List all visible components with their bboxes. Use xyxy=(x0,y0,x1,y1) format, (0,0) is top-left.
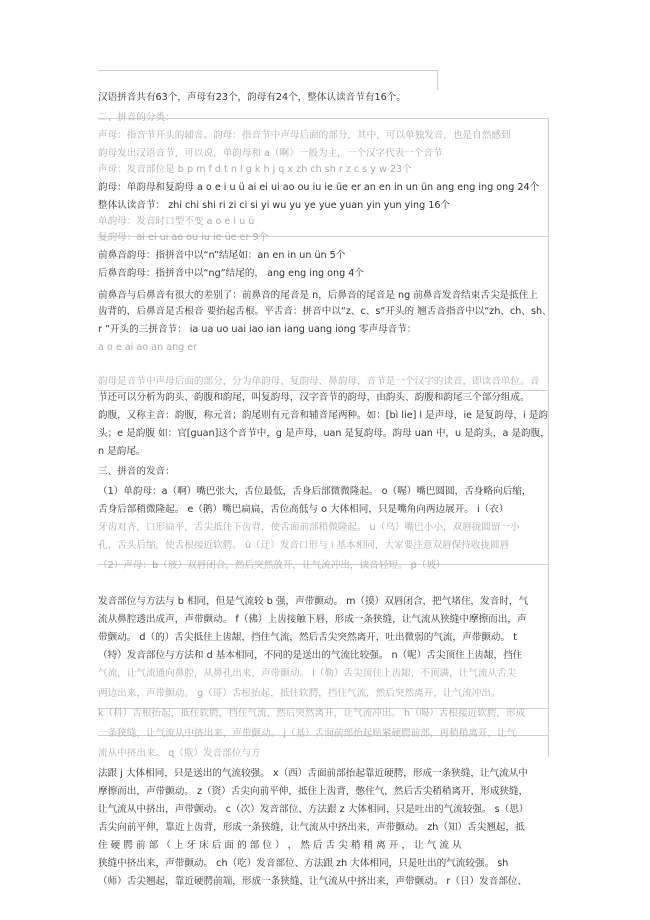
text-line: 孔，舌头后缩，使舌根接近软腭。 ü（迂）发音口形与 i 基本相同，大家要注意双唇保持收拢圆唇 xyxy=(98,540,510,551)
text-line: 韵腹，又称主音：韵腹，称元音；韵尾则有元音和辅音尾两种。如：[bì lie] l 是声母，ie 是复韵母，i 是韵 xyxy=(98,410,548,421)
text-line: 二、拼音的分类： xyxy=(98,112,175,123)
text-line: 声母：发音部位是 b p m f d t n l g k h j q x zh ch sh r z c s y w 23个 xyxy=(98,164,412,175)
text-line: （1）单韵母：a（啊）嘴巴张大，舌位最低，舌身后部微微隆起。 o（喔）嘴巴圆圆，舌身略向后缩， xyxy=(98,486,532,497)
top-rule xyxy=(98,70,438,71)
text-line: 整体认读音节： zhi chi shi ri zi ci si yi wu yu ye yue yuan yin yun ying 16个 xyxy=(98,200,451,211)
text-line: 后鼻音韵母：指拼音中以“ng”结尾的， ang eng ing ong 4个 xyxy=(98,268,364,279)
text-line: r ”开头的三拼音节： ia ua uo uai iao ian iang uang iong 零声母音节： xyxy=(98,324,417,335)
text-line: 单韵母：发音时口型不变 a o e i u ü xyxy=(98,216,255,227)
text-line: 舌尖向前平伸，靠近上齿背，形成一条狭缝，让气流从中挤出来，声带颤动。 zh（知）舌尖翘起，抵 xyxy=(98,822,525,833)
text-line: （2）声母：b（玻）双唇闭合，然后突然放开，让气流冲出，读音轻短。 p（坡） xyxy=(98,560,446,571)
text-line: 带颤动。 d（的）舌尖抵住上齿龈，挡住气流，然后舌尖突然离开，吐出微弱的气流，声带颤动。 t xyxy=(98,632,517,643)
text-line: a o e ai ao an ang er xyxy=(98,342,198,353)
text-line: 法跟 j 大体相同，只是送出的气流较强。 x（西）舌面前部抬起靠近硬腭，形成一条狭缝，让气流从中 xyxy=(98,768,529,779)
text-line: 韵母：单韵母和复韵母 a o e i u ü ai ei ui ao ou iu ie üe er an en in un ün ang eng ing ong 24个 xyxy=(98,182,540,193)
text-line: 头；e 是韵腹 如：官[guan]这个音节中，g 是声母，uan 是复韵母。韵母 uan 中，u 是韵头，a 是韵腹， xyxy=(98,428,550,439)
text-line: 三、拼音的发音： xyxy=(98,466,175,477)
text-line: 韵母是音节中声母后面的部分，分为单韵母、复韵母、鼻韵母，音节是一个汉字的读音，即读音单位。音 xyxy=(98,376,540,387)
text-line: 节还可以分析为韵头、韵腹和韵尾，叫复韵母，汉字音节的韵母，由韵头、韵腹和韵尾三个部分组成。 xyxy=(98,392,530,403)
text-line: 发音部位与方法与 b 相同，但是气流较 b 强，声带颤动。 m（摸）双唇闭合，把气堵住，发音时，气 xyxy=(98,596,529,607)
text-line: 舌身后部稍微隆起。 e（鹅）嘴巴扁扁，舌位高低与 o 大体相同，只是嘴角向两边展开。 i（衣） xyxy=(98,504,509,515)
text-line: 气流，让气流通向鼻腔，从鼻孔出来，声带颤动。 l（勒）舌尖顶住上齿龈，不顶满，让气流从舌尖 xyxy=(98,668,517,679)
text-line: 摩擦而出，声带颤动。 z（资）舌尖向前平伸，抵住上齿背，憋住气，然后舌尖稍稍离开，形成狭缝， xyxy=(98,786,529,797)
text-line: 两边出来，声带颤动。 g（哥）舌根抬起，抵住软腭，挡住气流，然后突然离开，让气流冲出。 xyxy=(98,688,501,699)
text-line: 韵母发出汉语音节，可以说，单韵母和 a（啊）一般为主，一个汉字代表一个音节 xyxy=(98,148,443,159)
text-line: 前鼻音韵母：指拼音中以“n”结尾如：an en in un ün 5个 xyxy=(98,250,346,261)
text-line: 复韵母：ai ei ui ao ou iu ie üe er 9个 xyxy=(98,232,269,243)
text-line: 汉语拼音共有63个，声母有23个，韵母有24个，整体认读音节有16个。 xyxy=(98,92,406,103)
text-line: 声母：指音节开头的辅音。韵母：指音节中声母后面的部分，其中，可以单独发音，也是自然感到 xyxy=(98,130,511,141)
text-line: 住 硬 腭 前 部 （ 上 牙 床 后 面 的 部 位 ） ， 然 后 舌 尖 稍 稍 离 开 ， 让 气 流 从 xyxy=(98,840,462,851)
text-line: k（科）舌根抬起，抵住软腭，挡住气流，然后突然离开，让气流冲出。 h（喝）舌根接近软腭，形成 xyxy=(98,708,526,719)
text-line: 前鼻音与后鼻音有很大的差别了：前鼻音的尾音是 n，后鼻音的尾音是 ng 前鼻音发音结束舌尖是抵住上 xyxy=(98,290,538,301)
text-line: 牙齿对齐，口形扁平，舌尖抵住下齿背，使舌面前部稍微隆起。 u（乌）嘴巴小小，双唇拢圆留一小 xyxy=(98,522,520,533)
text-line: 流从鼻腔透出成声，声带颤动。 f（佛）上齿接触下唇，形成一条狭缝，让气流从狭缝中摩擦而出，声 xyxy=(98,614,527,625)
top-rule-end xyxy=(437,70,438,90)
text-line: 齿背的，后鼻音是舌根音 要抬起舌根。平舌音：拼音中以“z、c、s”开头的 翘舌音指音中以“zh、ch、sh、 xyxy=(98,306,552,317)
text-line: 狭缝中挤出来，声带颤动。 ch（吃）发音部位、方法跟 zh 大体相同，只是吐出的气流较强。 sh xyxy=(98,858,509,869)
text-line: 让气流从中挤出，声带颤动。 c（次）发音部位、方法跟 z 大体相同，只是吐出的气流较强。 s（思） xyxy=(98,804,529,815)
text-line: 流从中挤出来。 q（欺）发音部位与方 xyxy=(98,748,261,759)
text-line: （特）发音部位与方法和 d 基本相同，不同的是送出的气流比较强。 n（呢）舌尖顶住上齿龈，挡住 xyxy=(98,650,523,661)
rule-4 xyxy=(98,390,548,391)
text-line: （师）舌尖翘起，靠近硬腭前端，形成一条狭缝，让气流从中挤出来，声带颤动。 r（日）发音部位、 xyxy=(98,876,528,887)
text-line: 一条狭缝，让气流从中挤出来，声带颤动。 j（基）舌面前部抬起贴紧硬腭前部，再稍稍离开，让气 xyxy=(98,728,517,739)
text-line: n 是韵尾。 xyxy=(98,446,146,457)
